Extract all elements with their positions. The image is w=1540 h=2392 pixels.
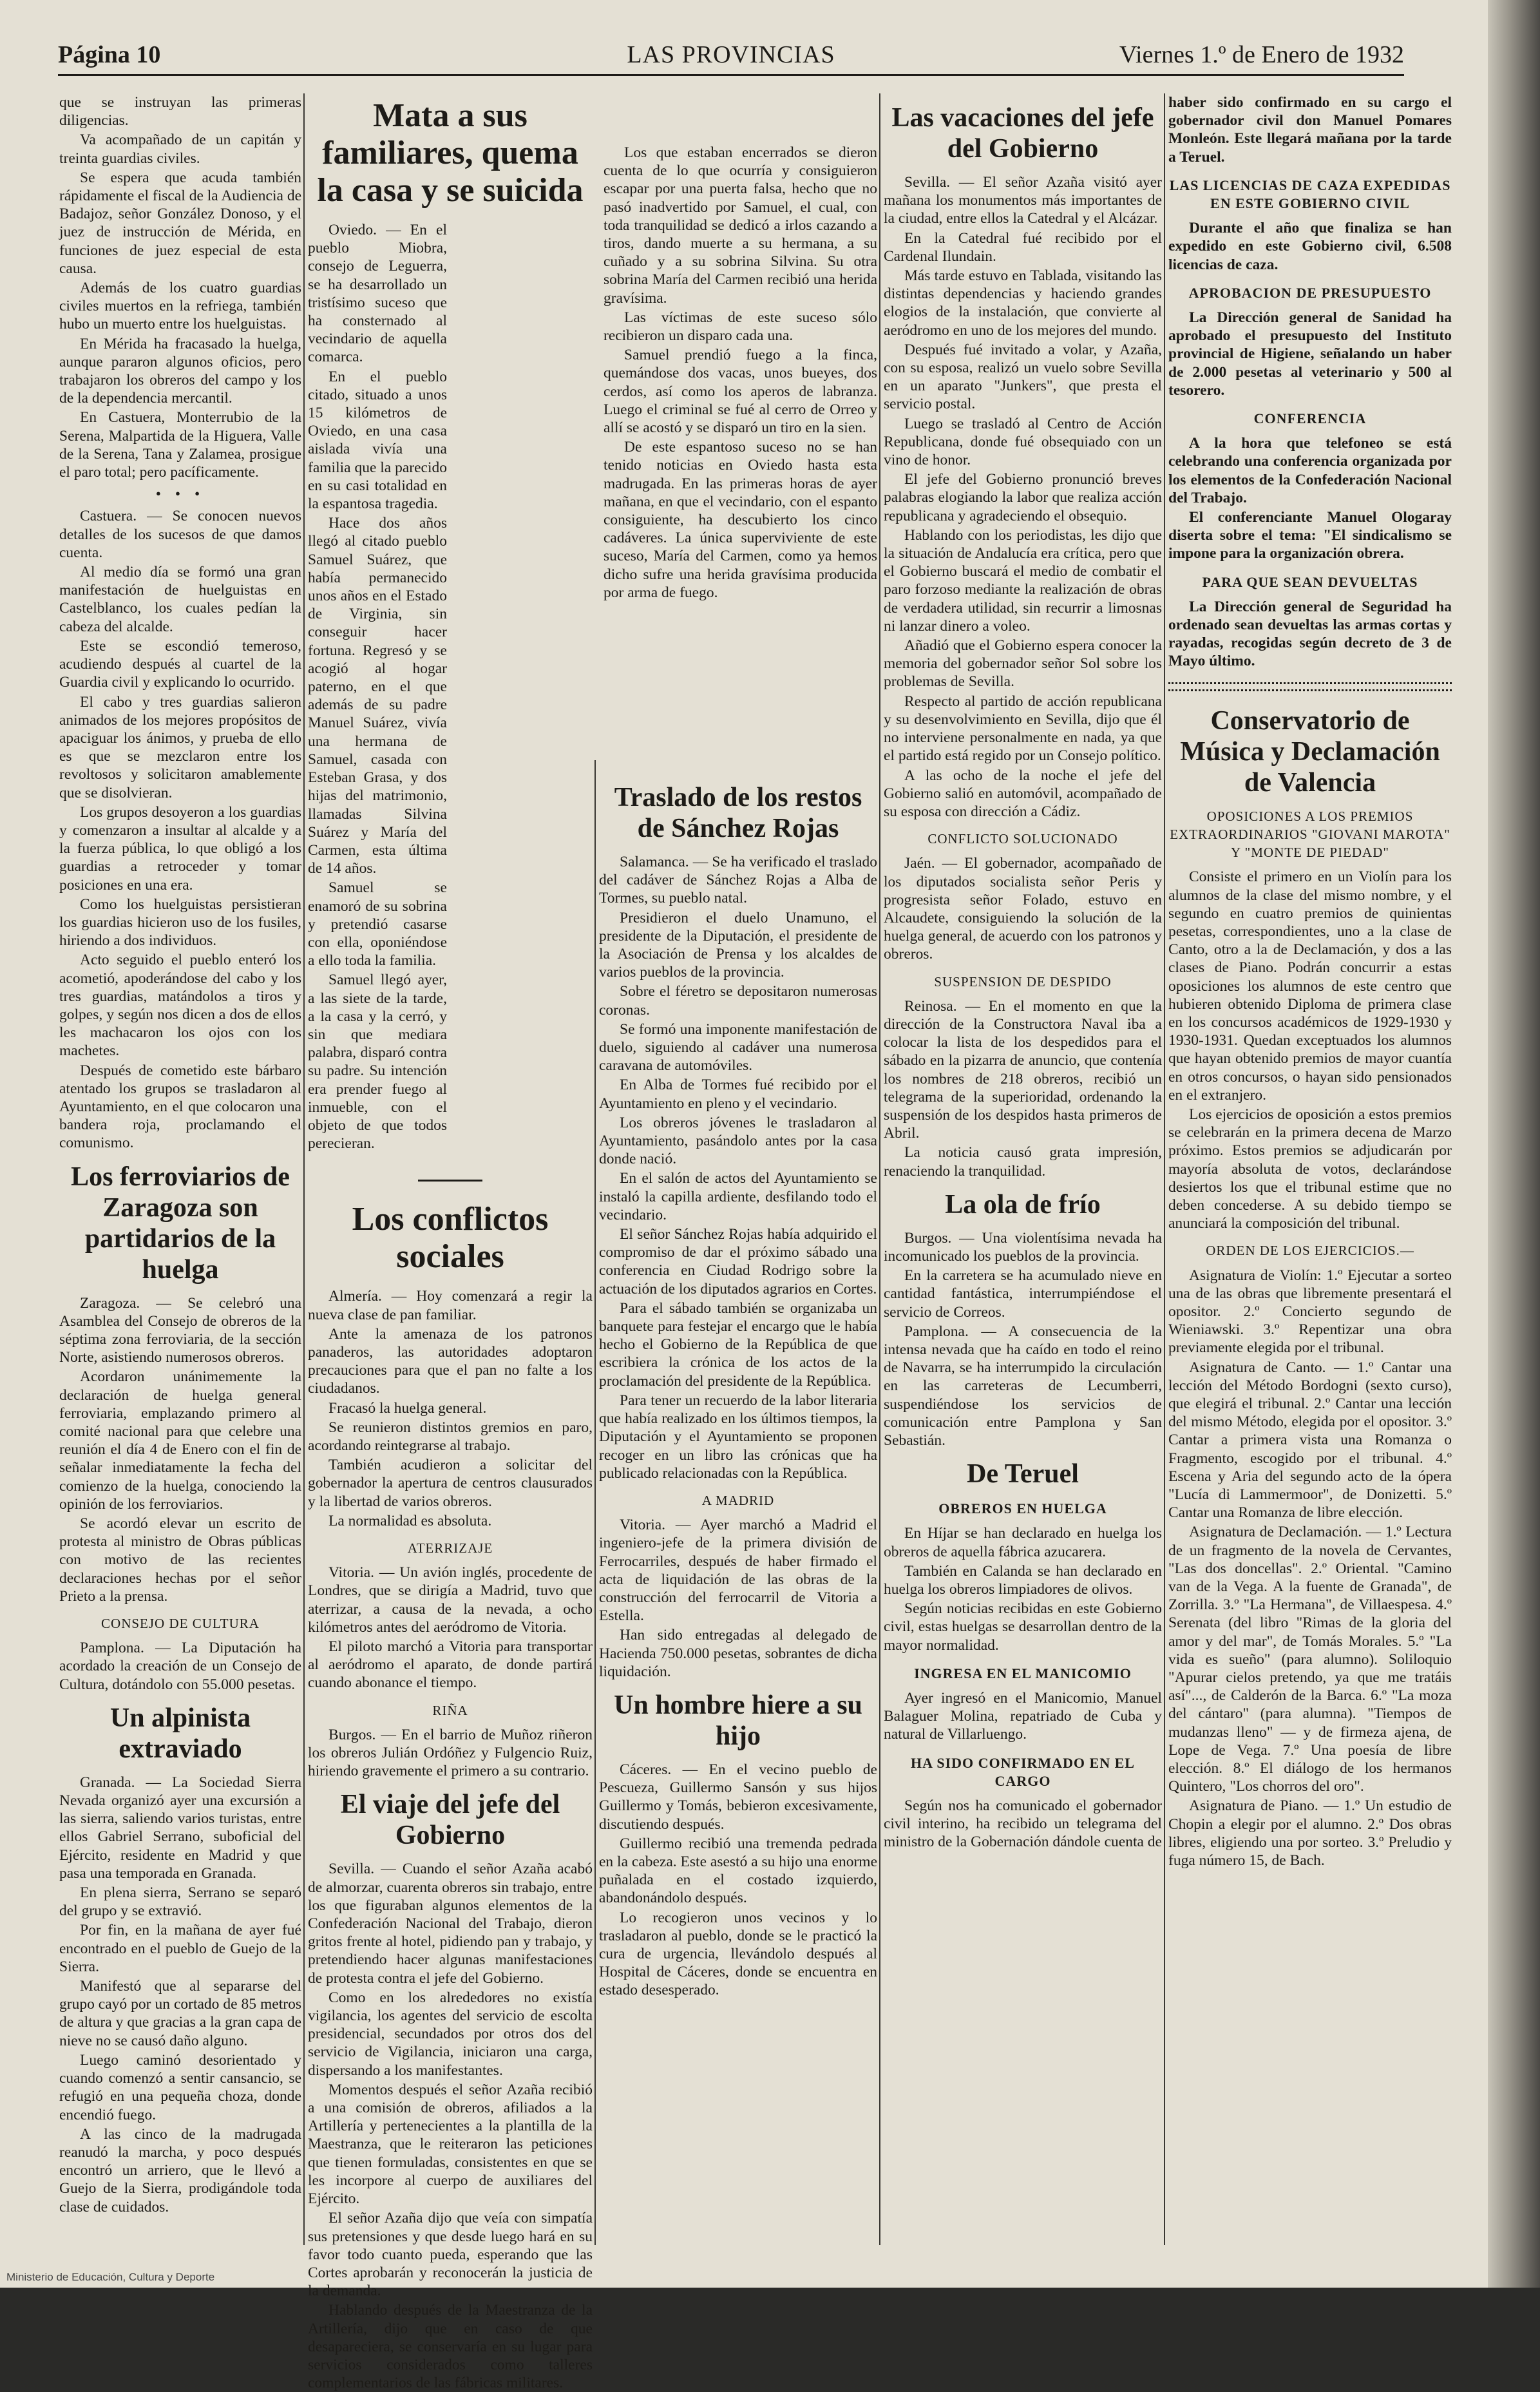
paragraph: En Castuera, Monterrubio de la Serena, Malpartida de la Higuera, Valle de la Serena, Tana y Zalamea, prosigue el paro total; pero pacíficamente. (59, 409, 301, 481)
paragraph: Granada. — La Sociedad Sierra Nevada organizó ayer una excursión a las sierra, saliendo varios turistas, entre ellos Gabriel Serrano, suboficial del Ejército, residente en Madrid y que pasa una temporada en Granada. (59, 1774, 301, 1882)
paragraph: El conferenciante Manuel Ologaray diserta sobre el tema: "El sindicalismo se impone para la organización obrera. (1168, 509, 1452, 562)
paragraph: Los grupos desoyeron a los guardias y comenzaron a insultar al alcalde y a la fuerza pública, lo que obligó a los guardias a retroceder y tomar posiciones en una era. (59, 803, 301, 894)
subheading-suspension-despido: SUSPENSION DE DESPIDO (934, 973, 1112, 990)
paragraph: Burgos. — Una violentísima nevada ha incomunicado los pueblos de la provincia. (884, 1229, 1162, 1265)
paragraph: En Alba de Tormes fué recibido por el Ayuntamiento en pleno y el vecindario. (599, 1076, 877, 1112)
article-continuation-block (454, 144, 877, 711)
paragraph: Pamplona. — A consecuencia de la intensa nevada que ha caído en todo el reino de Navarra, se ha interrumpido la circulación en las carreteras de Lecumberri, suspendiéndose los servicios de comunicación entre Pamplona y San Sebastián. (884, 1323, 1162, 1449)
headline-traslado-sanchez-rojas: Traslado de los restos de Sánchez Rojas (614, 783, 862, 843)
subheading-conflicto-solucionado: CONFLICTO SOLUCIONADO (927, 831, 1118, 847)
paragraph: Pamplona. — La Diputación ha acordado la creación de un Consejo de Cultura, dotándolo con 55.000 pesetas. (59, 1640, 301, 1693)
paragraph: También acudieron a solicitar del gobernador la apertura de centros clausurados y la libertad de varios obreros. (308, 1457, 593, 1510)
paragraph: En la carretera se ha acumulado nieve en cantidad fantástica, interrumpiéndose el servicio de Correos. (884, 1267, 1162, 1321)
masthead (58, 35, 1404, 76)
paragraph: Los que estaban encerrados se dieron cuenta de lo que ocurría y consiguieron escapar por una puerta falsa, hecho que no pasó inadvertido por Samuel, el cual, con toda tranquilidad se dedicó a irlos cazando a tiros, dando muerte a su hermana, a su cuñado y a su sobrina Silvina. Su otra sobrina María del Carmen recibió una herida gravísima. (604, 144, 877, 307)
paragraph: A las cinco de la madrugada reanudó la marcha, y poco después encontró un arriero, que le llevó a Guejo de la Sierra, prodigándole toda clase de cuidados. (59, 2125, 301, 2215)
paragraph: Jaén. — El gobernador, acompañado de los diputados socialista señor Peris y progresista señor Folado, estuvo en Alcaudete, consiguiendo la solución de la huelga general, de acuerdo con los patronos y obreros. (884, 855, 1162, 963)
headline-mata-familiares: Mata a sus familiares, quema la casa y se suicida (317, 97, 584, 209)
subheading-obreros-huelga: OBREROS EN HUELGA (938, 1500, 1107, 1517)
subheading-manicomio: INGRESA EN EL MANICOMIO (914, 1665, 1132, 1681)
archive-credit: Ministerio de Educación, Cultura y Deporte (6, 2271, 215, 2283)
headline-conservatorio: Conservatorio de Música y Declamación de Valencia (1180, 705, 1440, 798)
paragraph: En plena sierra, Serrano se separó del grupo y se extravió. (59, 1884, 301, 1920)
subheading-orden-ejercicios: ORDEN DE LOS EJERCICIOS.— (1206, 1243, 1414, 1259)
paragraph: En Híjar se han declarado en huelga los obreros de aquella fábrica azucarera. (884, 1525, 1162, 1560)
paragraph: Momentos después el señor Azaña recibió a una comisión de obreros, afiliados a la Artillería y pertenecientes a la plantilla de la Maestranza, que le reiteraron las peticiones que tienen formuladas, consistentes en que se les incorpore al cuerpo de auxiliares del Ejército. (308, 2081, 593, 2208)
subheading-aterrizaje: ATERRIZAJE (407, 1540, 493, 1556)
paragraph: Oviedo. — En el pueblo Miobra, consejo de Leguerra, se ha desarrollado un tristísimo suceso que ha consternado al vecindario de aquella comarca. (308, 222, 447, 366)
paragraph: Zaragoza. — Se celebró una Asamblea del Consejo de obreros de la séptima zona ferroviaria, de la sección Norte, asistiendo numerosos obreros. (59, 1294, 301, 1366)
paragraph: Como los huelguistas persistieran los guardias hicieron uso de los fusiles, hiriendo a dos individuos. (59, 895, 301, 950)
paragraph: En el salón de actos del Ayuntamiento se instaló la capilla ardiente, desfilando todo el vecindario. (599, 1170, 877, 1223)
paragraph: La Dirección general de Sanidad ha aprobado el presupuesto del Instituto provincial de Higiene, señalando un haber de 2.000 pesetas al veterinario y 500 al tesorero. (1168, 309, 1452, 399)
newspaper-title: LAS PROVINCIAS (627, 41, 835, 68)
headline-ola-frio: La ola de frío (945, 1189, 1101, 1220)
paragraph: Acto seguido el pueblo enteró los acometió, apoderándose del cabo y los tres guardias, matándolos a tiros y golpes, y según nos dicen a dos de ellos les machacaron los ojos con los machetes. (59, 952, 301, 1060)
paragraph: Sobre el féretro se depositaron numerosas coronas. (599, 983, 877, 1019)
paragraph: El piloto marchó a Vitoria para transportar al aeródromo el aparato, de donde partirá cuando abonance el tiempo. (308, 1638, 593, 1692)
paragraph: Vitoria. — Un avión inglés, procedente de Londres, que se dirigía a Madrid, tuvo que aterrizar, a causa de la nevada, a ocho kilómetros antes del aeródromo de Vitoria. (308, 1564, 593, 1636)
paragraph: Ayer ingresó en el Manicomio, Manuel Balaguer Molina, repatriado de Cuba y natural de Villarluengo. (884, 1690, 1162, 1743)
paragraph: haber sido confirmado en su cargo el gobernador civil don Manuel Pomares Monleón. Este llegará mañana por la tarde a Teruel. (1168, 94, 1452, 166)
paragraph: Para tener un recuerdo de la labor literaria que había realizado en los últimos tiempos, la Diputación y el Ayuntamiento se proponen recoger en un libro las crónicas que ha publicado relacionadas con la República. (599, 1392, 877, 1482)
paragraph: Vitoria. — Ayer marchó a Madrid el ingeniero-jefe de la primera división de Ferrocarriles, después de haber firmado el acta de liquidación de las obras de la construcción del ferrocarril de Vitoria a Estella. (599, 1517, 877, 1625)
paragraph: Fracasó la huelga general. (328, 1399, 487, 1417)
paragraph: Samuel llegó ayer, a las siete de la tarde, a la casa y la cerró, y sin que mediara palabra, disparó contra su padre. Su intención era prender fuego al inmueble, con el objeto de que todos perecieran. (308, 971, 447, 1153)
headline-viaje-jefe-gobierno: El viaje del jefe del Gobierno (340, 1790, 560, 1851)
paragraph: Más tarde estuvo en Tablada, visitando las distintas dependencias y haciendo grandes elogios de la instalación, que convierte al aeródromo en uno de los mejores del mundo. (884, 267, 1162, 339)
headline-alpinista: Un alpinista extraviado (109, 1703, 251, 1764)
paragraph: La noticia causó grata impresión, renaciendo la tranquilidad. (884, 1144, 1162, 1180)
paragraph: Asignatura de Piano. — 1.º Un estudio de Chopin a elegir por el alumno. 2.º Dos obras libres, eligiendo una por sorteo. 3.º Preludio y fuga número 15, de Bach. (1168, 1797, 1452, 1870)
scan-edge (1488, 0, 1540, 2288)
paragraph: En el pueblo citado, situado a unos 15 kilómetros de Oviedo, en una casa aislada vivía una familia que la parecido en su casi totalidad en la espantosa tragedia. (308, 368, 447, 513)
paragraph: El cabo y tres guardias salieron animados de los mejores propósitos de apaciguar los ánimos, y prueba de ello es que se mezclaron entre los revoltosos y solicitaron amablemente que se disolvieran. (59, 693, 301, 801)
section-divider (1168, 682, 1452, 691)
subheading-consejo-cultura: CONSEJO DE CULTURA (101, 1616, 260, 1632)
column-1 (59, 93, 301, 2245)
paragraph: Lo recogieron unos vecinos y lo trasladaron al pueblo, donde se le practicó la cura de urgencia, llevándolo después al Hospital de Cáceres, donde se encuentra en estado desesperado. (599, 1909, 877, 1999)
paragraph: Asignatura de Declamación. — 1.º Lectura de un fragmento de la novela de Cervantes, "Las dos doncellas". 2.º Oriental. "Camino van de la Vega. A la fuente de Granada", de Zorrilla. 3.º "La Hermana", de Villaespesa. 4.º Serenata (del libro "Rimas de la gloria del amor y del mar", de Tomás Morales. 5.º "La vida es sueño" (para alumno). Soliloquio "Apurar cielos pretendo, ya que me tratáis así"..., de Calderón de la Barca. 6.º "La moza del cántaro" (para alumna). "Tiempos de mudanzas lleno" — y de firmeza ajena, de Lope de Vega. 7.º Una poesía de libre elección. 8.º El diálogo de los hermanos Quintero, "Los chorros del oro". (1168, 1524, 1452, 1795)
subheading-devueltas: PARA QUE SEAN DEVUELTAS (1202, 573, 1418, 590)
subcolumn-right (604, 144, 877, 602)
column-rule (879, 93, 880, 2245)
paragraph: Sevilla. — Cuando el señor Azaña acabó de almorzar, cuarenta obreros sin trabajo, entre los que figuraban algunos elementos de la Confederación Nacional del Trabajo, dieron gritos frente al hotel, pidiendo pan y trabajo, y pretendiendo hacer algunas manifestaciones de protesta contra el jefe del Gobierno. (308, 1861, 593, 1987)
paragraph: Las víctimas de este suceso sólo recibieron un disparo cada una. (604, 309, 877, 345)
column-3 (599, 773, 877, 2245)
subheading-confirmado-cargo: HA SIDO CONFIRMADO EN EL CARGO (911, 1754, 1135, 1789)
paragraph: La normalidad es absoluta. (328, 1512, 492, 1529)
paragraph: Guillermo recibió una tremenda pedrada en la cabeza. Este asestó a su hijo una enorme puñalada en el costado izquierdo, abandonándolo después. (599, 1835, 877, 1907)
paragraph: que se instruyan las primeras diligencias. (59, 94, 301, 129)
paragraph: Manifestó que al separarse del grupo cayó por un cortado de 85 metros de altura y que gracias a la gran capa de nieve no se causó daño alguno. (59, 1978, 301, 2049)
subheading-licencias-caza: LAS LICENCIAS DE CAZA EXPEDIDAS EN ESTE GOBIERNO CIVIL (1169, 177, 1451, 212)
separator-dots: • • • (155, 486, 205, 503)
paragraph: También en Calanda se han declarado en huelga los obreros limpiadores de olivos. (884, 1562, 1162, 1598)
paragraph: A la hora que telefoneo se está celebrando una conferencia organizada por los elementos de la Confederación Nacional del Trabajo. (1168, 435, 1452, 506)
subheading-presupuesto: APROBACION DE PRESUPUESTO (1188, 284, 1432, 301)
issue-date: Viernes 1.º de Enero de 1932 (1119, 41, 1404, 68)
paragraph: Hablando con los periodistas, les dijo que la situación de Andalucía era crítica, pero que el Gobierno buscará el medio de combatir el paro forzoso mediante la realización de obras de verdadera utilidad, sin recurrir a limosnas ni lanzar dinero a voleo. (884, 526, 1162, 635)
paragraph: Añadió que el Gobierno espera conocer la memoria del gobernador señor Sol sobre los problemas de Sevilla. (884, 637, 1162, 691)
paragraph: Almería. — Hoy comenzará a regir la nueva clase de pan familiar. (308, 1288, 593, 1323)
paragraph: Respecto al partido de acción republicana y su desenvolvimiento en Sevilla, dijo que él no interviene personalmente en nada, ya que el partido está regido por un Consejo político. (884, 693, 1162, 765)
paragraph: Ante la amenaza de los patronos panaderos, las autoridades adoptaron precauciones para que el pan no falte a los ciudadanos. (308, 1325, 593, 1397)
paragraph: Según noticias recibidas en este Gobierno civil, estas huelgas se desarrollan dentro de la mayor normalidad. (884, 1600, 1162, 1654)
paragraph: Acordaron unánimemente la declaración de huelga general ferroviaria, emplazando primero al comité nacional para que celebre una reunión el día 4 de Enero con el fin de señalar inmediatamente la fecha del comienzo de la huelga, conociendo la opinión de los ferroviarios. (59, 1368, 301, 1513)
paragraph: Cáceres. — En el vecino pueblo de Pescueza, Guillermo Sansón y sus hijos Guillermo y Tomás, bebieron excesivamente, discutiendo después. (599, 1761, 877, 1833)
page-number: Página 10 (58, 41, 161, 68)
paragraph: Al medio día se formó una gran manifestación de huelguistas en Castelblanco, los cuales pedían la cabeza del alcalde. (59, 564, 301, 635)
paragraph: Sevilla. — El señor Azaña visitó ayer mañana los monumentos más importantes de la ciudad, entre ellos la Catedral y el Alcázar. (884, 174, 1162, 227)
paragraph: Después de cometido este bárbaro atentado los grupos se trasladaron al Ayuntamiento, en el que colocaron una bandera roja, proclamando el comunismo. (59, 1062, 301, 1152)
paragraph: Luego caminó desorientado y cuando comenzó a sentir cansancio, se refugió en una pequeña choza, donde encendió fuego. (59, 2051, 301, 2123)
headline-conflictos-sociales: Los conflictos sociales (352, 1201, 549, 1276)
paragraph: El señor Azaña dijo que veía con simpatía sus pretensiones y que desde luego hará en su favor todo cuanto pueda, esperando que las Cortes aprobarán y reconocerán la justicia de la demanda. (308, 2210, 593, 2300)
paragraph: En Mérida ha fracasado la huelga, aunque pararon algunos oficios, pero trabajaron los obreros del campo y los de la dependencia mercantil. (59, 335, 301, 407)
paragraph: Hablando después de la Maestranza de la Artillería, dijo que en caso de que desapareciera, se conservaría en su lugar para servicios considerados como talleres complementarios de las fábricas militares. (308, 2302, 593, 2392)
paragraph: Como en los alrededores no existía vigilancia, los agentes del servicio de escolta presidencial, secundados por otros dos del servicio de Vigilancia, iniciaron una carga, dispersando a los manifestantes. (308, 1989, 593, 2079)
paragraph: Según nos ha comunicado el gobernador civil interino, ha recibido un telegrama del ministro de la Gobernación dándole cuenta de (884, 1797, 1162, 1851)
subheading-oposiciones: OPOSICIONES A LOS PREMIOS EXTRAORDINARIOS "GIOVANI MAROTA" Y "MONTE DE PIEDAD" (1170, 808, 1450, 861)
paragraph: Los obreros jóvenes le trasladaron al Ayuntamiento, pasándolo antes por la casa donde nació. (599, 1114, 877, 1168)
paragraph: Va acompañado de un capitán y treinta guardias civiles. (59, 131, 301, 167)
paragraph: En la Catedral fué recibido por el Cardenal Ilundain. (884, 229, 1162, 265)
paragraph: Este se escondió temeroso, acudiendo después al cuartel de la Guardia civil y explicando lo ocurrido. (59, 637, 301, 691)
headline-ferroviarios: Los ferroviarios de Zaragoza son partidarios de la huelga (71, 1162, 290, 1285)
section-divider (418, 1180, 482, 1182)
paragraph: Asignatura de Canto. — 1.º Cantar una lección del Método Bordogni (sexto curso), que elegirá el tribunal. 2.º Cantar una lección del mismo Método, elegida por el opositor. 3.º Cantar a primera vista una Romanza o Fragmento, escogido por el tribunal. 4.º Escena y Aria del segundo acto de la ópera "Lucía di Lammermoor", de Donizetti. 5.º Cantar una Romanza de libre elección. (1168, 1359, 1452, 1522)
paragraph: De este espantoso suceso no se han tenido noticias en Oviedo hasta esta madrugada. En las primeras horas de ayer mañana, en que el vecindario, con el espanto consiguiente, ha descubierto los cinco cadáveres. La única superviviente de este suceso, María del Carmen, como ya hemos dicho sufre una herida gravísima producida por arma de fuego. (604, 439, 877, 601)
paragraph: Presidieron el duelo Unamuno, el presidente de la Diputación, el presidente de la Asociación de Prensa y los alcaldes de varios pueblos de la provincia. (599, 909, 877, 981)
paragraph: Castuera. — Se conocen nuevos detalles de los sucesos de que damos cuenta. (59, 508, 301, 561)
paragraph: Se formó una imponente manifestación de duelo, siguiendo al cadáver una numerosa caravana de automóviles. (599, 1020, 877, 1075)
subcolumn-left (308, 221, 447, 1154)
paragraph: Asignatura de Violín: 1.º Ejecutar a sorteo una de las obras que libremente presentará el opositor. 2.º Concierto segundo de Wieniawski. 3.º Repentizar una obra previamente elegida por el tribunal. (1168, 1267, 1452, 1357)
headline-vacaciones-jefe-gobierno: Las vacaciones del jefe del Gobierno (891, 103, 1154, 164)
column-rule (594, 760, 596, 2245)
column-5 (1168, 93, 1452, 2245)
paragraph: Por fin, en la mañana de ayer fué encontrado en el pueblo de Guejo de la Sierra. (59, 1922, 301, 1975)
headline-hombre-hiere-hijo: Un hombre hiere a su hijo (614, 1690, 862, 1751)
subheading-conferencia: CONFERENCIA (1253, 410, 1367, 427)
subheading-a-madrid: A MADRID (701, 1492, 775, 1508)
paragraph: A las ocho de la noche el jefe del Gobierno salió en automóvil, acompañado de su esposa con dirección a Cádiz. (884, 767, 1162, 820)
paragraph: Reinosa. — En el momento en que la dirección de la Constructora Naval iba a colocar la lista de los despedidos para el sábado en la pizarra de anuncio, que contenía los nombres de 218 obreros, recibió un telegrama de la superioridad, ordenando la suspensión de los despidos hasta primeros de Abril. (884, 997, 1162, 1142)
paragraph: Luego se trasladó al Centro de Acción Republicana, donde fué obsequiado con un vino de honor. (884, 415, 1162, 469)
paragraph: Los ejercicios de oposición a estos premios se celebrarán en la primera decena de Marzo próximo. Estos premios se adjudicarán por mayoría absoluta de votos, declarándose desiertos los que el tribunal estime que no deben concederse. A su debido tiempo se anunciará la composición del tribunal. (1168, 1105, 1452, 1232)
paragraph: Después fué invitado a volar, y Azaña, con su esposa, realizó un vuelo sobre Sevilla en un aparato "Junkers", que presta el servicio postal. (884, 341, 1162, 413)
paragraph: Consiste el primero en un Violín para los alumnos de la clase del mismo nombre, y el segundo en cuatro premios de quinientas pesetas, correspondientes, uno a la clase de Canto, otro a la de Declamación, y dos a las clases de Piano. Podrán concurrir a estas oposiciones los alumnos de este centro que hubieren obtenido Diploma de primera clase en los concursos académicos de 1929-1930 y 1930-1931. Quedan exceptuados los alumnos que hayan obtenido premios de mayor cuantía en otros concursos, o hayan sido pensionados en el extranjero. (1168, 868, 1452, 1104)
paragraph: Se espera que acuda también rápidamente el fiscal de la Audiencia de Badajoz, señor González Donoso, y el juez de instrucción de Mérida, en funciones de juez especial de esta causa. (59, 169, 301, 277)
column-rule (1164, 93, 1165, 2245)
paragraph: Durante el año que finaliza se han expedido en este Gobierno civil, 6.508 licencias de caza. (1168, 220, 1452, 273)
paragraph: Se reunieron distintos gremios en paro, acordando reintegrarse al trabajo. (308, 1419, 593, 1454)
headline-de-teruel: De Teruel (967, 1459, 1079, 1489)
paragraph: Burgos. — En el barrio de Muñoz riñeron los obreros Julián Ordóñez y Fulgencio Ruiz, hiriendo gravemente el primero a su contrario. (308, 1726, 593, 1780)
column-rule (303, 93, 305, 2245)
paragraph: El señor Sánchez Rojas había adquirido el compromiso de dar el próximo sábado una conferencia en Ciudad Rodrigo sobre la actuación de los diputados agrarios en Cortes. (599, 1226, 877, 1297)
subheading-rina: RIÑA (432, 1702, 468, 1718)
paragraph: Además de los cuatro guardias civiles muertos en la refriega, también hubo un muerto entre los huelguistas. (59, 280, 301, 333)
paragraph: Han sido entregadas al delegado de Hacienda 750.000 pesetas, sobrantes de dicha liquidación. (599, 1627, 877, 1680)
paragraph: Hace dos años llegó al citado pueblo Samuel Suárez, que había permanecido unos años en el Estado de Virginia, sin conseguir hacer fortuna. Regresó y se acogió al hogar paterno, en el que además de su padre Manuel Suárez, vivía una hermana de Samuel, casada con Esteban Grasa, y dos hijas del matrimonio, llamadas Silvina Suárez y María del Carmen, esta última de 14 años. (308, 515, 447, 877)
paragraph: Para el sábado también se organizaba un banquete para festejar el encargo que le había hecho el Gobierno de la República de que escribiera la crónica de los actos de la proclamación del presidente de la República. (599, 1299, 877, 1390)
column-4 (884, 93, 1162, 2245)
paragraph: El jefe del Gobierno pronunció breves palabras elogiando la labor que realiza acción republicana y agradeciendo el obsequio. (884, 471, 1162, 524)
paragraph: Se acordó elevar un escrito de protesta al ministro de Obras públicas con motivo de las recientes declaraciones hechas por el señor Prieto a la prensa. (59, 1515, 301, 1605)
paragraph: Samuel prendió fuego a la finca, quemándose dos vacas, unos bueyes, dos cerdos, así como los aperos de labranza. Luego el criminal se fué al cerro de Orreo y allí se acostó y se disparó un tiro en la sien. (604, 347, 877, 437)
paragraph: Samuel se enamoró de su sobrina y pretendió casarse con ella, oponiéndose a ello toda la familia. (308, 879, 447, 970)
paragraph: La Dirección general de Seguridad ha ordenado sean devueltas las armas cortas y rayadas, recogidas según decreto de 3 de Mayo último. (1168, 598, 1452, 670)
paragraph: Salamanca. — Se ha verificado el traslado del cadáver de Sánchez Rojas a Alba de Tormes, su pueblo natal. (599, 854, 877, 907)
